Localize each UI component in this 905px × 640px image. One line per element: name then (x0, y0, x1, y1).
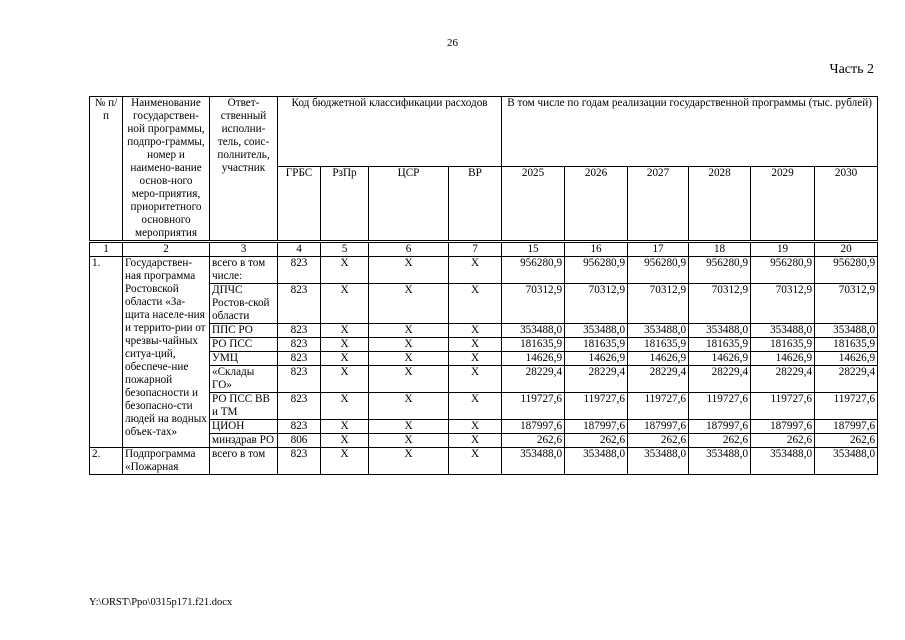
csr-cell: Х (369, 420, 449, 434)
year-value-cell: 353488,0 (751, 324, 815, 338)
csr-cell: Х (369, 352, 449, 366)
year-value-cell: 70312,9 (628, 284, 689, 324)
responsible-cell: «Склады ГО» (210, 366, 278, 393)
rzpr-cell: Х (321, 338, 369, 352)
year-value-cell: 14626,9 (751, 352, 815, 366)
year-value-cell: 181635,9 (565, 338, 628, 352)
header-grbs: ГРБС (278, 167, 321, 242)
header-year: 2027 (628, 167, 689, 242)
year-value-cell: 262,6 (628, 434, 689, 448)
year-value-cell: 119727,6 (815, 393, 878, 420)
year-value-cell: 14626,9 (565, 352, 628, 366)
column-number: 6 (369, 242, 449, 257)
column-number: 2 (123, 242, 210, 257)
year-value-cell: 956280,9 (628, 257, 689, 284)
responsible-cell: РО ПСС ВВ и ТМ (210, 393, 278, 420)
responsible-cell: всего в том (210, 448, 278, 475)
vr-cell: Х (449, 420, 502, 434)
header-responsible: Ответ-ственный исполни-тель, соис-полнитель, участник (210, 97, 278, 242)
header-year: 2029 (751, 167, 815, 242)
year-value-cell: 353488,0 (815, 448, 878, 475)
footer-file-path: Y:\ORST\Ppo\0315p171.f21.docx (89, 597, 233, 608)
year-value-cell: 70312,9 (502, 284, 565, 324)
column-number: 15 (502, 242, 565, 257)
header-vr: ВР (449, 167, 502, 242)
grbs-cell: 823 (278, 448, 321, 475)
rzpr-cell: Х (321, 284, 369, 324)
grbs-cell: 823 (278, 420, 321, 434)
vr-cell: Х (449, 393, 502, 420)
grbs-cell: 823 (278, 324, 321, 338)
year-value-cell: 14626,9 (628, 352, 689, 366)
year-value-cell: 181635,9 (502, 338, 565, 352)
year-value-cell: 28229,4 (815, 366, 878, 393)
year-value-cell: 956280,9 (815, 257, 878, 284)
year-value-cell: 187997,6 (628, 420, 689, 434)
year-value-cell: 956280,9 (751, 257, 815, 284)
rzpr-cell: Х (321, 420, 369, 434)
year-value-cell: 181635,9 (628, 338, 689, 352)
csr-cell: Х (369, 324, 449, 338)
program-name: Подпрограмма «Пожарная (123, 448, 210, 475)
grbs-cell: 823 (278, 352, 321, 366)
year-value-cell: 262,6 (502, 434, 565, 448)
year-value-cell: 181635,9 (751, 338, 815, 352)
year-value-cell: 187997,6 (815, 420, 878, 434)
year-value-cell: 187997,6 (751, 420, 815, 434)
year-value-cell: 70312,9 (815, 284, 878, 324)
column-number: 4 (278, 242, 321, 257)
header-year: 2030 (815, 167, 878, 242)
year-value-cell: 187997,6 (502, 420, 565, 434)
budget-table-container (89, 96, 877, 475)
row-number: 1. (90, 257, 123, 448)
vr-cell: Х (449, 434, 502, 448)
year-value-cell: 956280,9 (565, 257, 628, 284)
year-value-cell: 28229,4 (689, 366, 751, 393)
year-value-cell: 353488,0 (502, 324, 565, 338)
rzpr-cell: Х (321, 366, 369, 393)
header-csr: ЦСР (369, 167, 449, 242)
csr-cell: Х (369, 448, 449, 475)
year-value-cell: 14626,9 (502, 352, 565, 366)
table-row (90, 448, 878, 475)
responsible-cell: ППС РО (210, 324, 278, 338)
year-value-cell: 353488,0 (689, 448, 751, 475)
part-label: Часть 2 (829, 62, 874, 77)
vr-cell: Х (449, 257, 502, 284)
year-value-cell: 262,6 (565, 434, 628, 448)
budget-table (89, 96, 878, 475)
rzpr-cell: Х (321, 434, 369, 448)
csr-cell: Х (369, 257, 449, 284)
year-value-cell: 956280,9 (502, 257, 565, 284)
year-value-cell: 28229,4 (628, 366, 689, 393)
table-body (90, 242, 878, 475)
grbs-cell: 806 (278, 434, 321, 448)
csr-cell: Х (369, 434, 449, 448)
year-value-cell: 262,6 (751, 434, 815, 448)
grbs-cell: 823 (278, 284, 321, 324)
header-row-1 (90, 97, 878, 167)
year-value-cell: 353488,0 (565, 448, 628, 475)
vr-cell: Х (449, 366, 502, 393)
header-name: Наименование государствен-ной программы, подпро-граммы, номер и наимено-вание основ-ного меро-приятия, приоритетного основного мероприятия (123, 97, 210, 242)
column-number: 18 (689, 242, 751, 257)
column-numbers-row (90, 242, 878, 257)
year-value-cell: 14626,9 (689, 352, 751, 366)
vr-cell: Х (449, 324, 502, 338)
responsible-cell: УМЦ (210, 352, 278, 366)
grbs-cell: 823 (278, 366, 321, 393)
responsible-cell: ЦИОН (210, 420, 278, 434)
year-value-cell: 353488,0 (628, 448, 689, 475)
csr-cell: Х (369, 338, 449, 352)
year-value-cell: 353488,0 (815, 324, 878, 338)
year-value-cell: 119727,6 (628, 393, 689, 420)
row-number: 2. (90, 448, 123, 475)
year-value-cell: 181635,9 (815, 338, 878, 352)
column-number: 1 (90, 242, 123, 257)
year-value-cell: 353488,0 (502, 448, 565, 475)
year-value-cell: 353488,0 (565, 324, 628, 338)
column-number: 19 (751, 242, 815, 257)
responsible-cell: ДПЧС Ростов-ской области (210, 284, 278, 324)
responsible-cell: минздрав РО (210, 434, 278, 448)
page-number: 26 (447, 37, 458, 49)
grbs-cell: 823 (278, 338, 321, 352)
year-value-cell: 262,6 (689, 434, 751, 448)
year-value-cell: 28229,4 (751, 366, 815, 393)
year-value-cell: 119727,6 (751, 393, 815, 420)
grbs-cell: 823 (278, 257, 321, 284)
year-value-cell: 353488,0 (689, 324, 751, 338)
rzpr-cell: Х (321, 257, 369, 284)
year-value-cell: 353488,0 (751, 448, 815, 475)
responsible-cell: всего в том числе: (210, 257, 278, 284)
header-years-group: В том числе по годам реализации государственной программы (тыс. рублей) (502, 97, 878, 167)
rzpr-cell: Х (321, 448, 369, 475)
year-value-cell: 187997,6 (689, 420, 751, 434)
header-year: 2025 (502, 167, 565, 242)
year-value-cell: 119727,6 (565, 393, 628, 420)
year-value-cell: 956280,9 (689, 257, 751, 284)
column-number: 7 (449, 242, 502, 257)
header-rzpr: РзПр (321, 167, 369, 242)
column-number: 5 (321, 242, 369, 257)
vr-cell: Х (449, 338, 502, 352)
year-value-cell: 28229,4 (565, 366, 628, 393)
rzpr-cell: Х (321, 393, 369, 420)
year-value-cell: 119727,6 (689, 393, 751, 420)
year-value-cell: 353488,0 (628, 324, 689, 338)
rzpr-cell: Х (321, 352, 369, 366)
year-value-cell: 119727,6 (502, 393, 565, 420)
year-value-cell: 70312,9 (751, 284, 815, 324)
vr-cell: Х (449, 284, 502, 324)
column-number: 20 (815, 242, 878, 257)
year-value-cell: 181635,9 (689, 338, 751, 352)
year-value-cell: 187997,6 (565, 420, 628, 434)
year-value-cell: 70312,9 (565, 284, 628, 324)
csr-cell: Х (369, 284, 449, 324)
program-name: Государствен-ная программа Ростовской области «За-щита населе-ния и террито-рии от чрезвы-чайных ситуа-ций, обеспече-ние пожарной безопасности и безопасно-сти людей на водных объек-тах» (123, 257, 210, 448)
header-year: 2026 (565, 167, 628, 242)
year-value-cell: 28229,4 (502, 366, 565, 393)
grbs-cell: 823 (278, 393, 321, 420)
year-value-cell: 70312,9 (689, 284, 751, 324)
column-number: 17 (628, 242, 689, 257)
header-year: 2028 (689, 167, 751, 242)
table-row (90, 257, 878, 284)
column-number: 16 (565, 242, 628, 257)
header-num: № п/п (90, 97, 123, 242)
vr-cell: Х (449, 352, 502, 366)
column-number: 3 (210, 242, 278, 257)
csr-cell: Х (369, 366, 449, 393)
header-budget-code: Код бюджетной классификации расходов (278, 97, 502, 167)
year-value-cell: 14626,9 (815, 352, 878, 366)
rzpr-cell: Х (321, 324, 369, 338)
responsible-cell: РО ПСС (210, 338, 278, 352)
csr-cell: Х (369, 393, 449, 420)
vr-cell: Х (449, 448, 502, 475)
year-value-cell: 262,6 (815, 434, 878, 448)
